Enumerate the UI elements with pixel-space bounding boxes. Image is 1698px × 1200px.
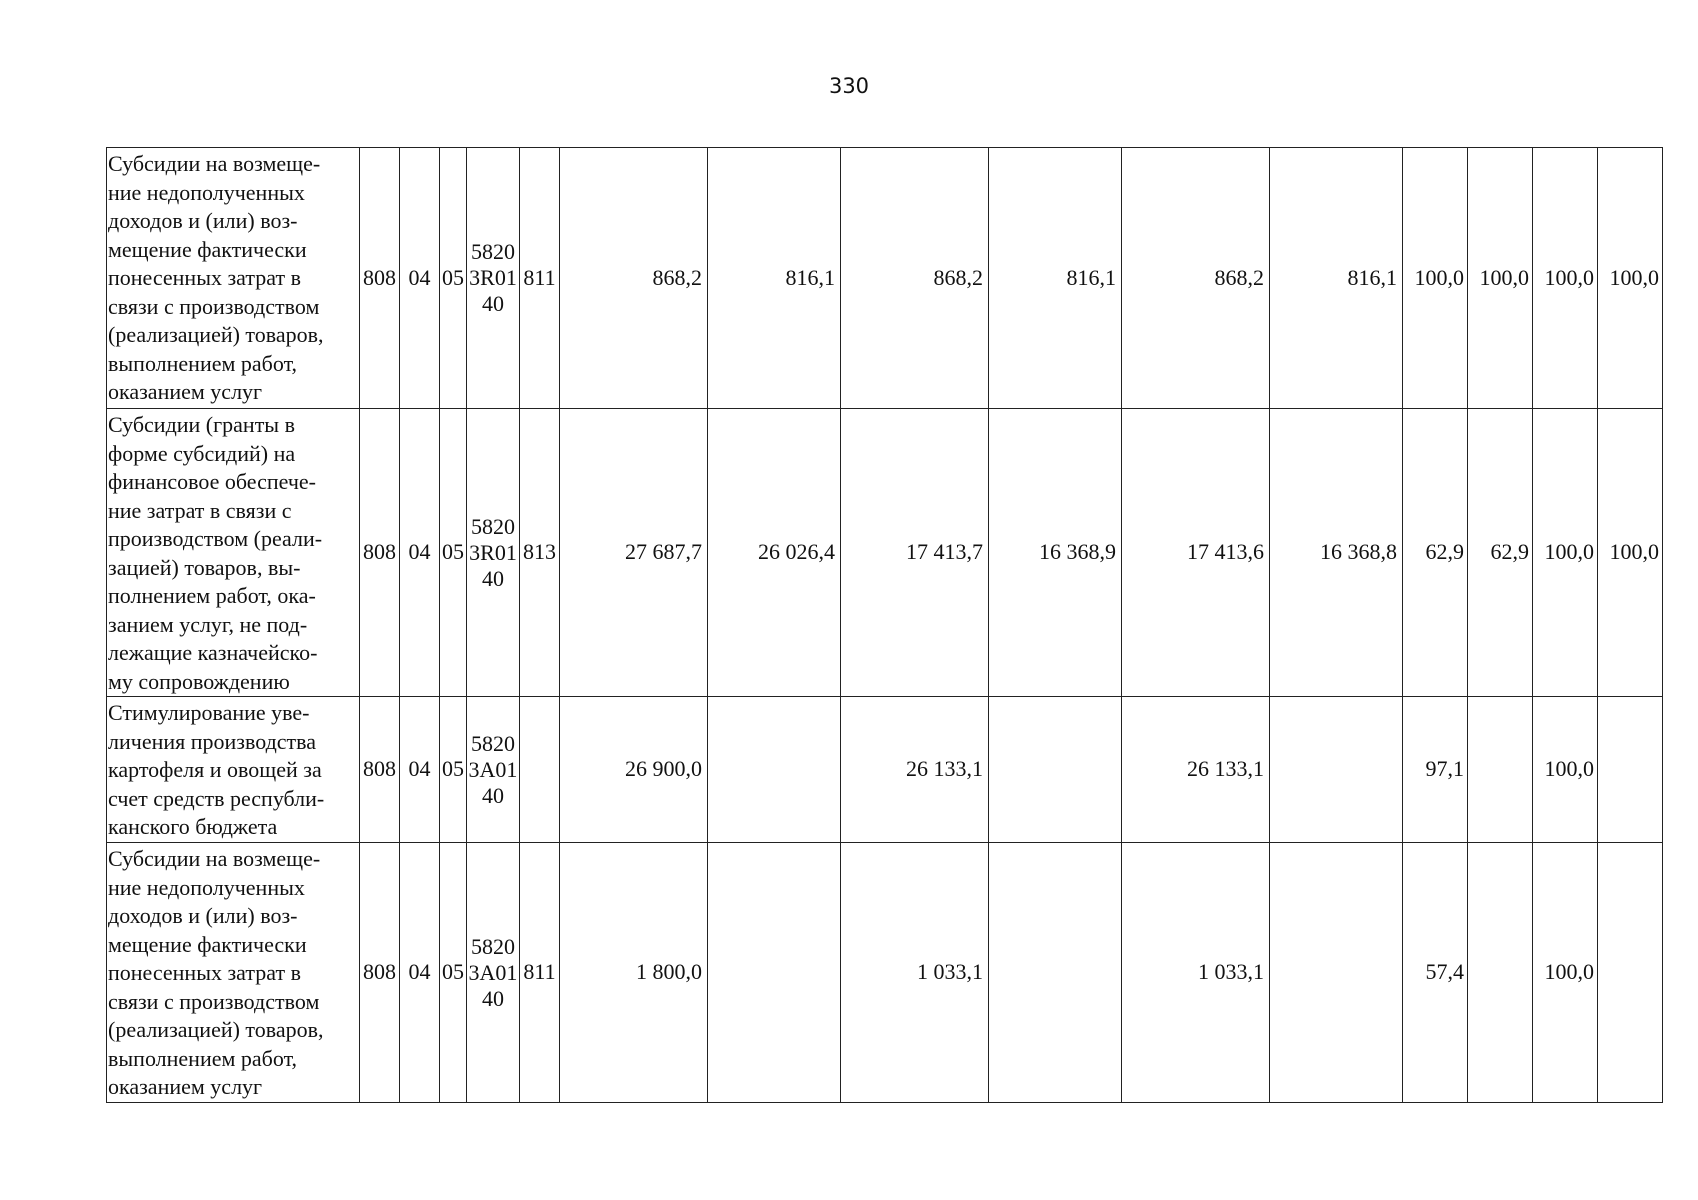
amount-cell (708, 697, 841, 843)
amount-cell: 868,2 (1122, 148, 1270, 409)
subsection-code: 05 (440, 697, 467, 843)
percent-cell: 100,0 (1533, 843, 1598, 1103)
percent-cell: 100,0 (1468, 148, 1533, 409)
percent-cell (1468, 843, 1533, 1103)
amount-cell: 26 026,4 (708, 409, 841, 697)
target-article-code: 5820 3R01 40 (467, 148, 520, 409)
percent-cell: 100,0 (1403, 148, 1468, 409)
table-row (107, 843, 1663, 1103)
table-row (107, 148, 1663, 409)
expense-type-code (520, 697, 560, 843)
amount-cell: 16 368,9 (989, 409, 1122, 697)
amount-cell: 17 413,7 (841, 409, 989, 697)
section-code: 04 (400, 697, 440, 843)
row-description: Субсидии на возмеще- ние недополученных доходов и (или) воз- мещение фактически понесенных затрат в связи с производством (реализацией) товаров, выполнением работ, оказанием услуг (107, 148, 360, 409)
ministry-code: 808 (360, 409, 400, 697)
row-description: Субсидии (гранты в форме субсидий) на финансовое обеспече- ние затрат в связи с производством (реали- зацией) товаров, вы- полнением работ, ока- занием услуг, не под- лежащие казначейско- му сопровождению (107, 409, 360, 697)
row-description: Субсидии на возмеще- ние недополученных доходов и (или) воз- мещение фактически понесенных затрат в связи с производством (реализацией) товаров, выполнением работ, оказанием услуг (107, 843, 360, 1103)
section-code: 04 (400, 843, 440, 1103)
percent-cell: 57,4 (1403, 843, 1468, 1103)
target-article-code: 5820 3A01 40 (467, 843, 520, 1103)
amount-cell (708, 843, 841, 1103)
percent-cell: 100,0 (1598, 409, 1663, 697)
percent-cell: 62,9 (1468, 409, 1533, 697)
subsection-code: 05 (440, 148, 467, 409)
table-row (107, 697, 1663, 843)
section-code: 04 (400, 409, 440, 697)
amount-cell: 1 033,1 (841, 843, 989, 1103)
ministry-code: 808 (360, 697, 400, 843)
percent-cell: 97,1 (1403, 697, 1468, 843)
amount-cell: 868,2 (560, 148, 708, 409)
page-number: 330 (828, 74, 870, 98)
amount-cell: 26 133,1 (1122, 697, 1270, 843)
subsection-code: 05 (440, 409, 467, 697)
amount-cell: 26 133,1 (841, 697, 989, 843)
expense-type-code: 811 (520, 843, 560, 1103)
amount-cell (1270, 697, 1403, 843)
percent-cell: 100,0 (1533, 697, 1598, 843)
percent-cell: 100,0 (1533, 148, 1598, 409)
amount-cell: 1 033,1 (1122, 843, 1270, 1103)
target-article-code: 5820 3R01 40 (467, 409, 520, 697)
percent-cell: 100,0 (1598, 148, 1663, 409)
amount-cell: 26 900,0 (560, 697, 708, 843)
percent-cell: 100,0 (1533, 409, 1598, 697)
subsection-code: 05 (440, 843, 467, 1103)
amount-cell: 816,1 (989, 148, 1122, 409)
ministry-code: 808 (360, 843, 400, 1103)
amount-cell (989, 697, 1122, 843)
expense-type-code: 813 (520, 409, 560, 697)
amount-cell: 16 368,8 (1270, 409, 1403, 697)
expense-type-code: 811 (520, 148, 560, 409)
percent-cell (1468, 697, 1533, 843)
amount-cell: 816,1 (1270, 148, 1403, 409)
amount-cell: 17 413,6 (1122, 409, 1270, 697)
target-article-code: 5820 3A01 40 (467, 697, 520, 843)
percent-cell (1598, 697, 1663, 843)
amount-cell (1270, 843, 1403, 1103)
section-code: 04 (400, 148, 440, 409)
budget-table (106, 147, 1663, 1103)
amount-cell (989, 843, 1122, 1103)
amount-cell: 1 800,0 (560, 843, 708, 1103)
amount-cell: 27 687,7 (560, 409, 708, 697)
amount-cell: 868,2 (841, 148, 989, 409)
amount-cell: 816,1 (708, 148, 841, 409)
row-description: Стимулирование уве- личения производства картофеля и овощей за счет средств республи- канского бюджета (107, 697, 360, 843)
percent-cell: 62,9 (1403, 409, 1468, 697)
percent-cell (1598, 843, 1663, 1103)
table-row (107, 409, 1663, 697)
ministry-code: 808 (360, 148, 400, 409)
